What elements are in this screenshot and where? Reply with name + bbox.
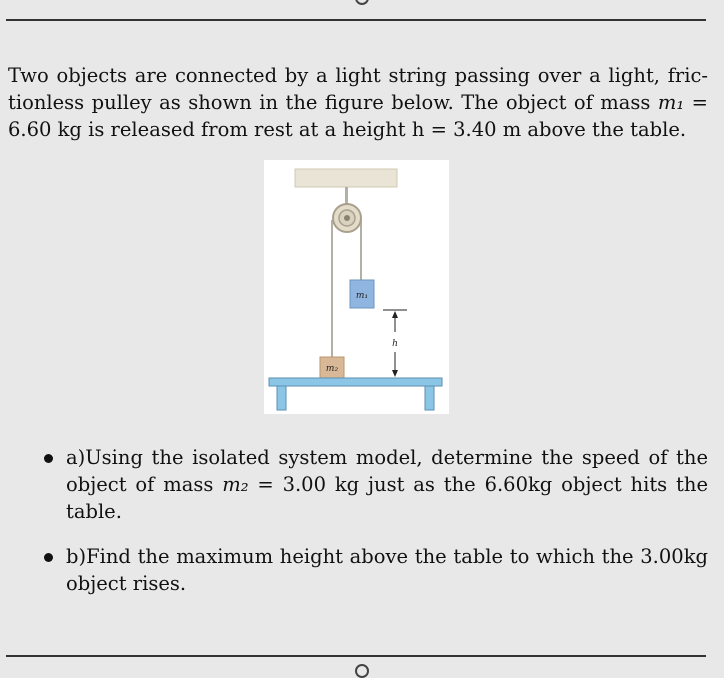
bottom-divider — [6, 655, 706, 657]
pulley-diagram — [264, 160, 449, 414]
bullet-icon — [44, 553, 53, 562]
question-parts — [38, 444, 708, 615]
table-top — [269, 378, 442, 386]
pulley-axle — [344, 215, 350, 221]
intro-line-2-text: tionless pulley as shown in the figure below. The object of mass — [8, 91, 658, 114]
bullet-icon — [44, 454, 53, 463]
top-divider — [6, 19, 706, 21]
part-a-line-2-text: object of mass — [66, 473, 223, 496]
intro-line-2 — [8, 89, 708, 116]
mass-m1-symbol: m₁ = — [657, 91, 708, 114]
label-h: h — [392, 339, 398, 349]
top-anchor-handle[interactable] — [355, 0, 369, 5]
h-arrowhead-down — [392, 370, 398, 377]
label-m1: m₁ — [355, 291, 369, 301]
h-arrowhead-up — [392, 311, 398, 318]
mass-m2-symbol: m₂ = — [222, 473, 274, 496]
table-leg-right — [425, 386, 434, 410]
table-leg-left — [277, 386, 286, 410]
label-m2: m₂ — [325, 364, 339, 374]
bottom-anchor-handle[interactable] — [355, 664, 369, 678]
part-a-line-1: a)Using the isolated system model, determine the speed of the — [66, 446, 708, 469]
pulley-figure — [264, 160, 449, 414]
part-a-line-2-rest: 3.00 kg just as the 6.60kg object hits the — [273, 473, 708, 496]
part-b-line-1: b)Find the maximum height above the table to which the 3.00kg — [66, 545, 708, 568]
part-a-line-2 — [66, 471, 708, 498]
ceiling-support — [295, 169, 397, 187]
part-a-line-3: table. — [66, 500, 122, 523]
part-a — [38, 444, 708, 525]
part-b — [38, 543, 708, 597]
intro-line-3: 6.60 kg is released from rest at a height h = 3.40 m above the table. — [8, 118, 687, 141]
intro-line-1: Two objects are connected by a light string passing over a light, fric- — [8, 64, 708, 87]
part-b-line-2: object rises. — [66, 572, 187, 595]
problem-intro — [8, 62, 708, 143]
